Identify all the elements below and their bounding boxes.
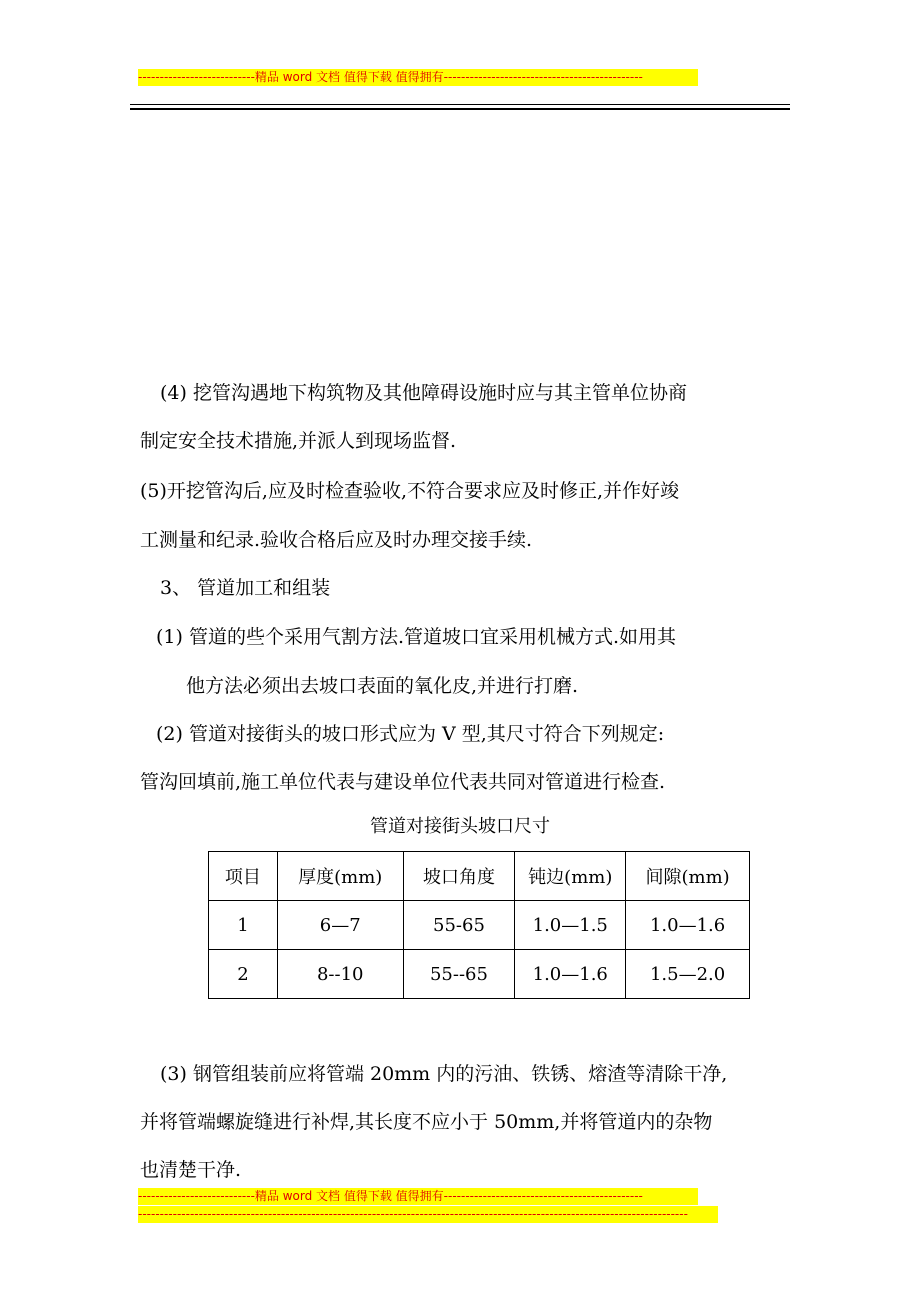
- table-cell: 1: [209, 901, 278, 950]
- table-cell: 8--10: [277, 950, 403, 999]
- para4-line2: 制定安全技术措施,并派人到现场监督.: [140, 430, 457, 452]
- table-cell: 1.0—1.6: [626, 901, 750, 950]
- header-banner: ---------------------------精品 word 文档 值得下载 值得拥有----------------------------------------------: [138, 69, 698, 86]
- item2-line2: 管沟回填前,施工单位代表与建设单位代表共同对管道进行检查.: [140, 771, 666, 793]
- para5-line2: 工测量和纪录.验收合格后应及时办理交接手续.: [140, 529, 533, 551]
- footer-banner: ---------------------------精品 word 文档 值得下载 值得拥有----------------------------------------------: [138, 1188, 698, 1205]
- item3-line2: 并将管端螺旋缝进行补焊,其长度不应小于 50mm,并将管道内的杂物: [140, 1111, 713, 1133]
- table-cell: 55--65: [403, 950, 515, 999]
- item1-line2: 他方法必须出去坡口表面的氧化皮,并进行打磨.: [186, 675, 579, 697]
- table-cell: 1.0—1.5: [515, 901, 626, 950]
- header-rule-thin: [130, 104, 790, 105]
- table-header-row: [209, 852, 750, 901]
- header-cell: 钝边(mm): [515, 852, 626, 901]
- bevel-dimensions-table: [208, 851, 750, 999]
- para5-line1: (5)开挖管沟后,应及时检查验收,不符合要求应及时修正,并作好竣: [140, 480, 680, 502]
- table-cell: 1.0—1.6: [515, 950, 626, 999]
- section-3-heading: 3、 管道加工和组装: [160, 577, 331, 599]
- para4-line1: (4) 挖管沟遇地下构筑物及其他障碍设施时应与其主管单位协商: [160, 382, 687, 404]
- table-row: [209, 950, 750, 999]
- table-cell: 2: [209, 950, 278, 999]
- footer-banner-dashes: -------------------------------------------------------------------------------------------------------------------------------: [138, 1206, 718, 1223]
- header-cell: 项目: [209, 852, 278, 901]
- table-caption: 管道对接街头坡口尺寸: [370, 816, 550, 837]
- table-cell: 55-65: [403, 901, 515, 950]
- header-cell: 厚度(mm): [277, 852, 403, 901]
- item1-line1: (1) 管道的些个采用气割方法.管道坡口宜采用机械方式.如用其: [156, 626, 677, 648]
- table-row: [209, 901, 750, 950]
- item2-line1: (2) 管道对接街头的坡口形式应为 V 型,其尺寸符合下列规定:: [156, 723, 665, 745]
- header-cell: 间隙(mm): [626, 852, 750, 901]
- item3-line3: 也清楚干净.: [140, 1159, 242, 1181]
- header-rule-thick: [130, 108, 790, 110]
- item3-line1: (3) 钢管组装前应将管端 20mm 内的污油、铁锈、熔渣等清除干净,: [160, 1063, 728, 1085]
- table-cell: 6—7: [277, 901, 403, 950]
- table-cell: 1.5—2.0: [626, 950, 750, 999]
- header-cell: 坡口角度: [403, 852, 515, 901]
